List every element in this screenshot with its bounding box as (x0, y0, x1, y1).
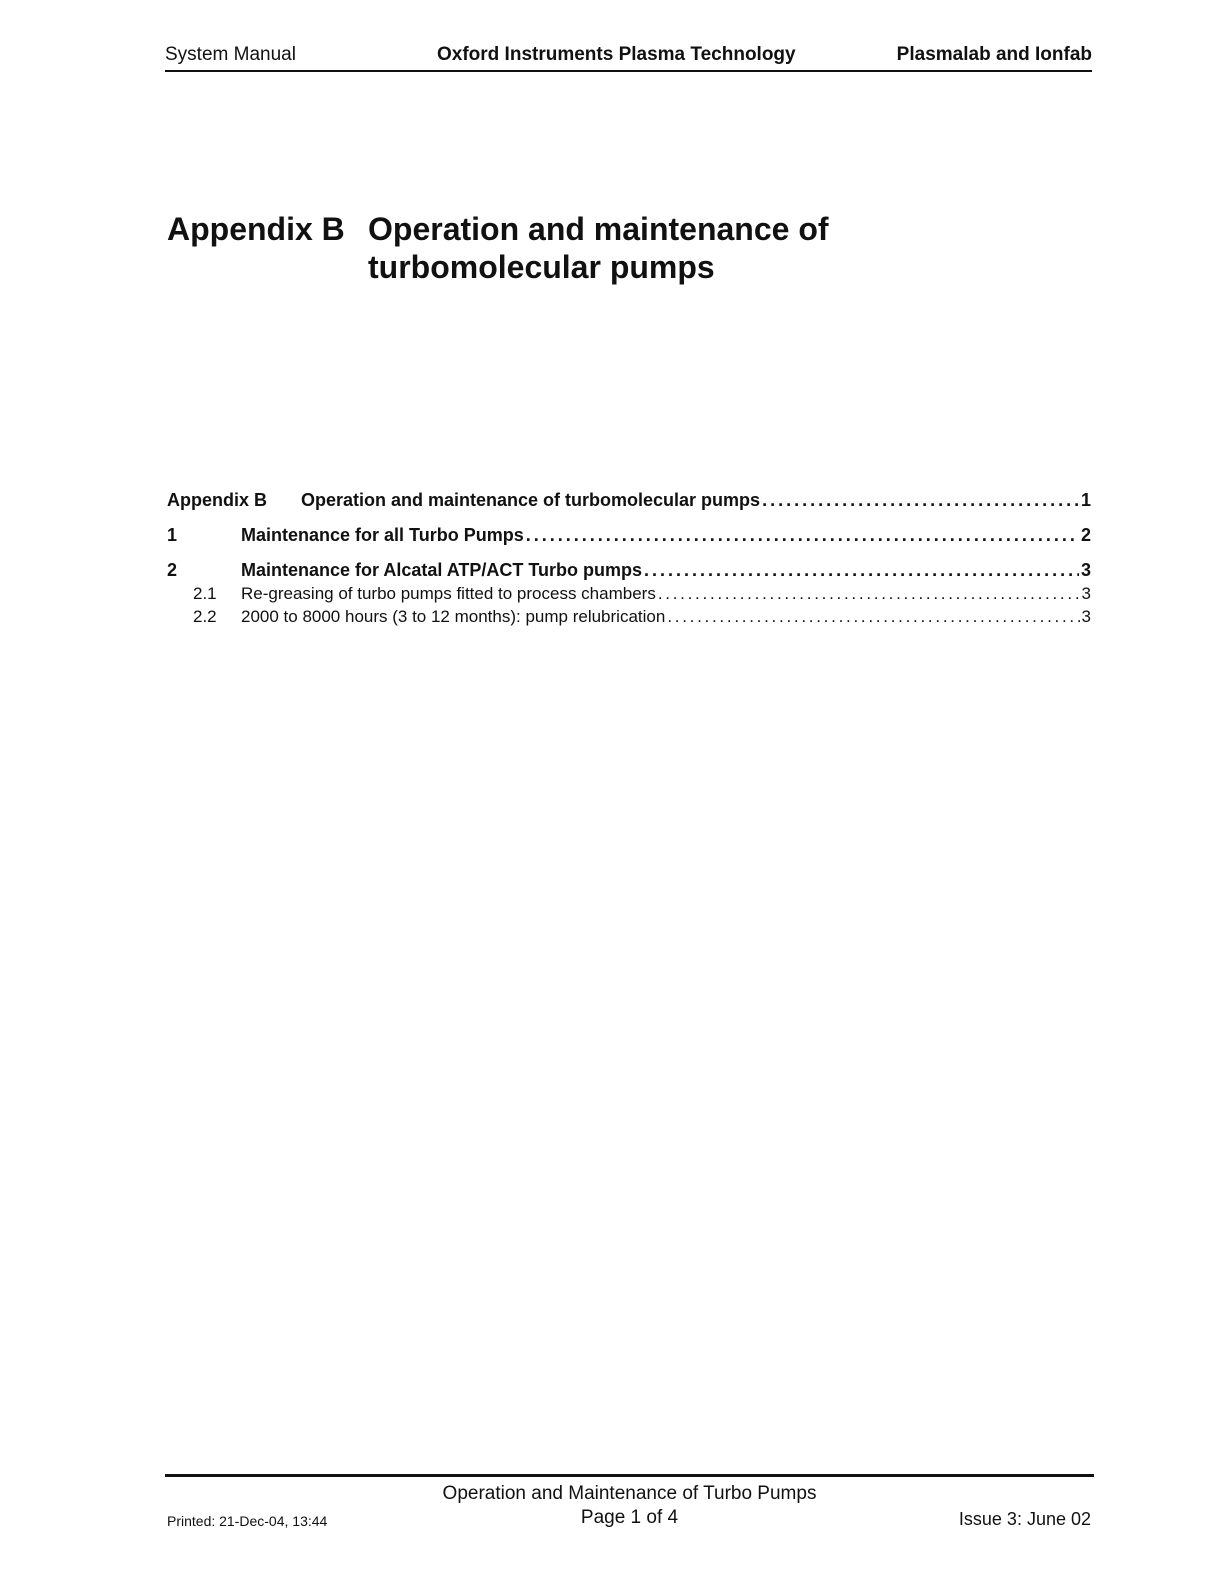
toc-leader (658, 584, 1080, 604)
header-company: Oxford Instruments Plasma Technology (437, 44, 796, 65)
footer-printed-date: Printed: 21-Dec-04, 13:44 (167, 1513, 328, 1529)
toc-number: Appendix B (167, 490, 268, 510)
toc-leader (762, 490, 1079, 511)
toc-page-number: 3 (1081, 607, 1091, 626)
footer-issue: Issue 3: June 02 (958, 1509, 1091, 1529)
toc-label: Maintenance for Alcatal ATP/ACT Turbo pumps (241, 560, 643, 580)
toc-page-number: 1 (1080, 490, 1091, 510)
toc-label: Operation and maintenance of turbomolecular pumps (301, 490, 761, 510)
title-text: Operation and maintenance of turbomolecular pumps (368, 211, 829, 285)
header-manual-name: System Manual (165, 44, 296, 65)
toc-entry-2-2[interactable] (167, 607, 1091, 630)
footer-doc-title: Operation and Maintenance of Turbo Pumps (442, 1483, 817, 1504)
page-header (165, 42, 1092, 72)
footer-page-number: Page 1 of 4 (580, 1507, 679, 1528)
toc-number: 2.1 (193, 584, 217, 603)
table-of-contents (167, 490, 1091, 630)
toc-label: Maintenance for all Turbo Pumps (241, 525, 524, 545)
header-product: Plasmalab and Ionfab (896, 44, 1092, 65)
toc-entry-1[interactable] (167, 525, 1091, 549)
toc-leader (644, 560, 1079, 581)
toc-number: 1 (167, 525, 178, 545)
toc-number: 2.2 (193, 607, 217, 626)
title-label: Appendix B (167, 211, 345, 247)
page-footer (165, 1474, 1094, 1529)
toc-label: 2000 to 8000 hours (3 to 12 months): pump relubrication (241, 607, 666, 626)
toc-entry-appendix[interactable] (167, 490, 1091, 514)
toc-leader (526, 525, 1079, 546)
toc-number: 2 (167, 560, 178, 580)
toc-page-number: 3 (1080, 560, 1091, 580)
toc-entry-2-1[interactable] (167, 584, 1091, 607)
toc-label: Re-greasing of turbo pumps fitted to process chambers (241, 584, 656, 603)
toc-page-number: 2 (1080, 525, 1091, 545)
toc-entry-2[interactable] (167, 560, 1091, 584)
toc-page-number: 3 (1081, 584, 1091, 603)
toc-leader (667, 607, 1079, 627)
